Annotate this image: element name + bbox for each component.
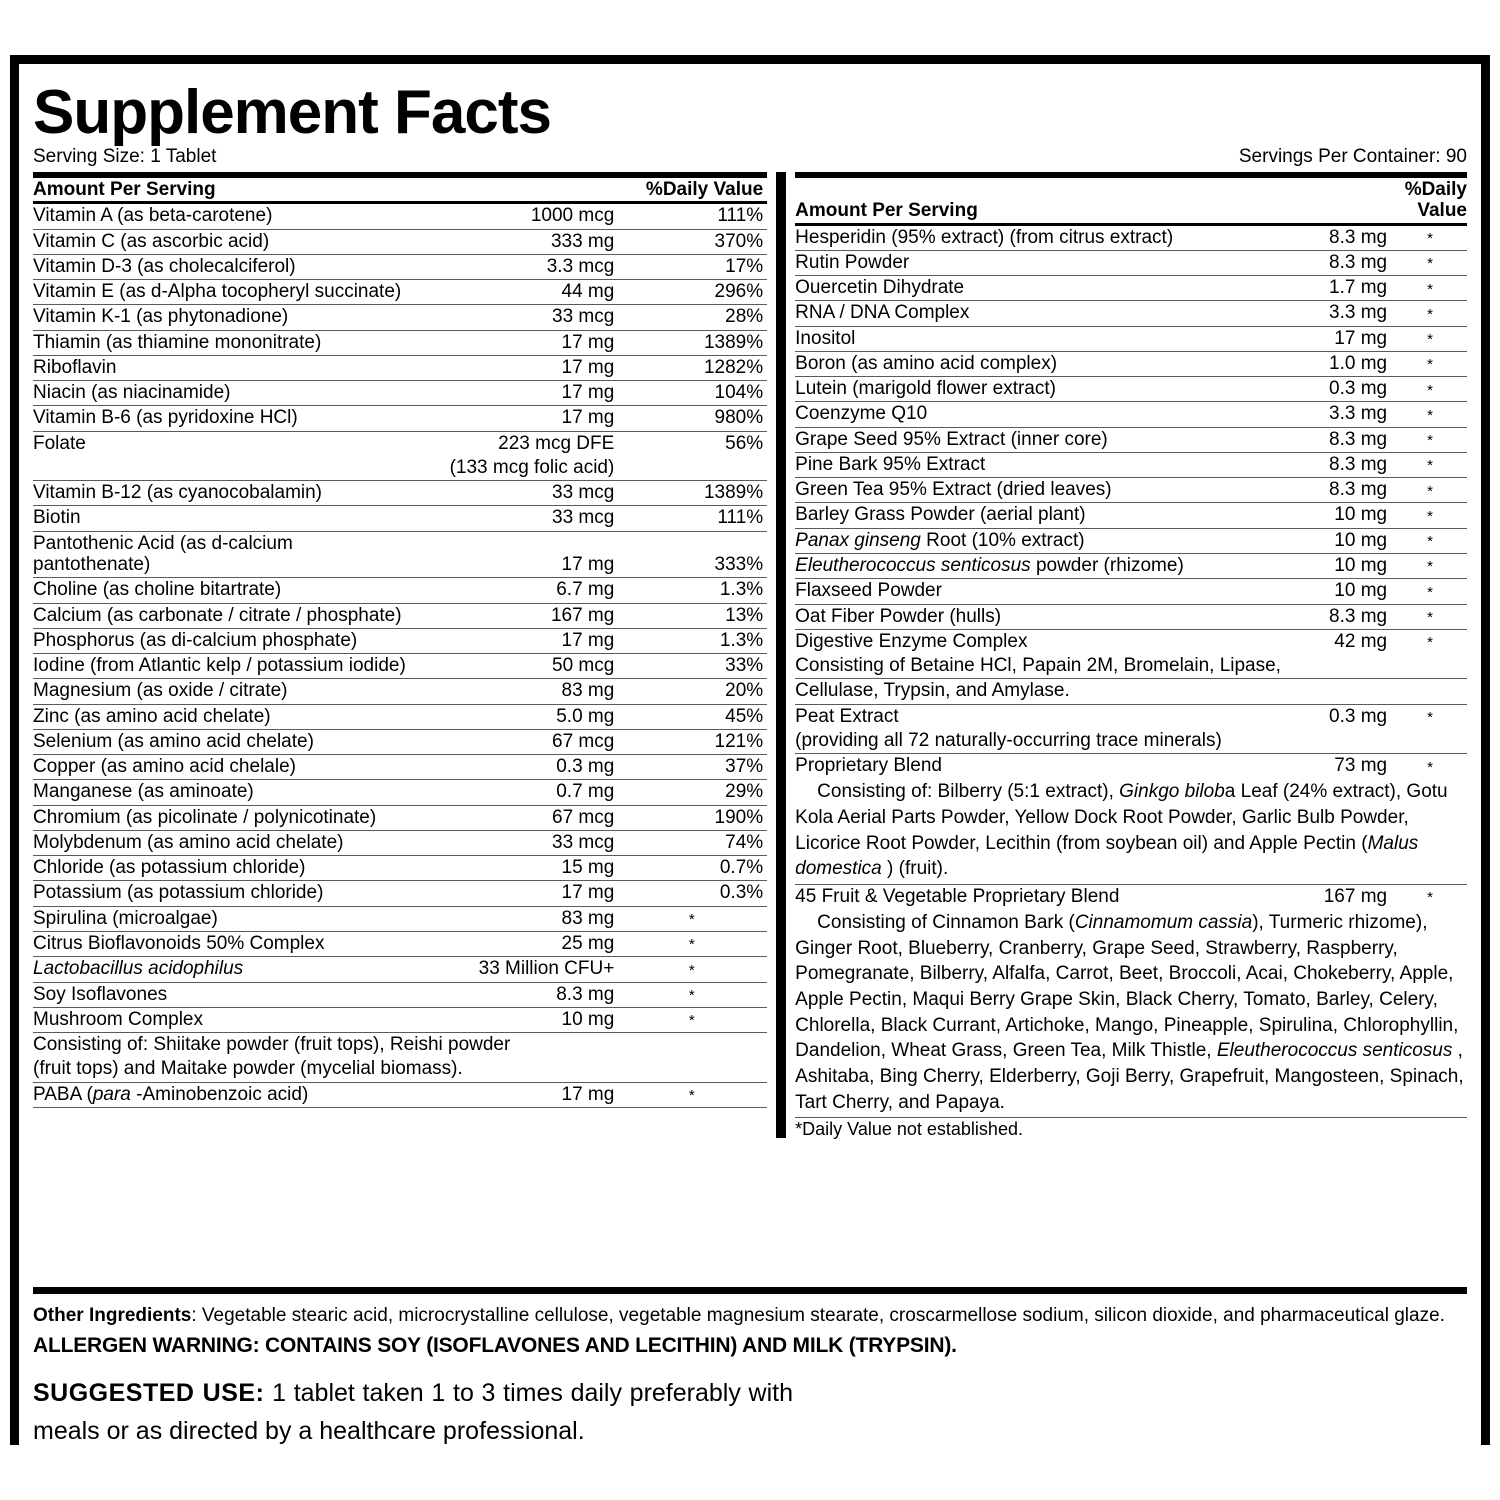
nutrient-name: Iodine (from Atlantic kelp / potassium iodide) bbox=[33, 654, 415, 679]
detail-row bbox=[795, 679, 1467, 704]
table-row bbox=[33, 704, 767, 729]
nutrient-amount: 10 mg bbox=[1218, 553, 1393, 578]
nutrient-daily-value: 1282% bbox=[620, 355, 767, 380]
table-row bbox=[33, 280, 767, 305]
table-row bbox=[795, 478, 1467, 503]
nutrient-name: 45 Fruit & Vegetable Proprietary Blend bbox=[795, 885, 1120, 907]
detail-row bbox=[795, 778, 1467, 884]
table-row bbox=[33, 305, 767, 330]
nutrient-amount: 33 mcg bbox=[415, 481, 621, 506]
nutrient-amount: 8.3 mg bbox=[1218, 250, 1393, 275]
nutrient-daily-value: 1389% bbox=[620, 330, 767, 355]
table-row bbox=[795, 528, 1467, 553]
nutrient-amount: 10 mg bbox=[1218, 528, 1393, 553]
nutrient-amount: 73 mg bbox=[1334, 755, 1388, 777]
nutrient-name: Zinc (as amino acid chelate) bbox=[33, 704, 415, 729]
nutrient-daily-value: * bbox=[1393, 528, 1467, 553]
nutrient-daily-value: 1.3% bbox=[620, 628, 767, 653]
nutrient-amount: 8.3 mg bbox=[1218, 427, 1393, 452]
nutrient-name: Eleutherococcus senticosus powder (rhizome) bbox=[795, 553, 1218, 578]
allergen-warning: ALLERGEN WARNING: CONTAINS SOY (ISOFLAVONES AND LECITHIN) AND MILK (TRYPSIN). bbox=[33, 1333, 957, 1357]
nutrient-name: Soy Isoflavones bbox=[33, 982, 415, 1007]
nutrient-daily-value: 29% bbox=[620, 780, 767, 805]
table-row bbox=[33, 229, 767, 254]
nutrient-amount: 44 mg bbox=[415, 280, 621, 305]
nutrient-amount: 3.3 mcg bbox=[415, 254, 621, 279]
nutrient-amount: 17 mg bbox=[415, 531, 621, 578]
nutrient-amount: 5.0 mg bbox=[415, 704, 621, 729]
nutrient-amount: 333 mg bbox=[415, 229, 621, 254]
nutrient-name: Molybdenum (as amino acid chelate) bbox=[33, 830, 415, 855]
nutrient-amount-line2: (133 mcg folic acid) bbox=[415, 456, 621, 481]
nutrient-name: Rutin Powder bbox=[795, 250, 1218, 275]
other-ingredients-text: : Vegetable stearic acid, microcrystalline cellulose, vegetable magnesium stearate, croscarmellose sodium, silicon dioxide, and pharmaceutical glaze. bbox=[191, 1305, 1445, 1327]
nutrient-amount: 33 Million CFU+ bbox=[415, 957, 621, 982]
nutrient-name: Thiamin (as thiamine mononitrate) bbox=[33, 330, 415, 355]
nutrient-daily-value: * bbox=[620, 957, 767, 982]
table-row bbox=[33, 406, 767, 431]
detail-row bbox=[795, 729, 1467, 754]
nutrient-amount: 167 mg bbox=[1323, 885, 1388, 907]
supplement-facts-panel bbox=[10, 55, 1490, 1445]
column-divider bbox=[776, 172, 786, 1138]
nutrient-name: Vitamin K-1 (as phytonadione) bbox=[33, 305, 415, 330]
nutrient-daily-value: * bbox=[1393, 250, 1467, 275]
table-row bbox=[33, 654, 767, 679]
other-ingredients-label: Other Ingredients bbox=[33, 1305, 192, 1327]
nutrient-amount: 17 mg bbox=[415, 1082, 621, 1107]
nutrient-amount: 8.3 mg bbox=[1218, 478, 1393, 503]
table-row bbox=[795, 604, 1467, 629]
nutrient-amount: 0.3 mg bbox=[1329, 705, 1388, 727]
nutrient-name: Magnesium (as oxide / citrate) bbox=[33, 679, 415, 704]
nutrient-amount: 1.0 mg bbox=[1218, 351, 1393, 376]
table-row bbox=[33, 729, 767, 754]
nutrient-name: Vitamin C (as ascorbic acid) bbox=[33, 229, 415, 254]
table-row bbox=[33, 982, 767, 1007]
detail-line: Consisting of Betaine HCl, Papain 2M, Bromelain, Lipase, bbox=[795, 654, 1467, 679]
nutrient-daily-value: * bbox=[1393, 351, 1467, 376]
nutrient-daily-value: * bbox=[1393, 326, 1467, 351]
nutrient-daily-value: 980% bbox=[620, 406, 767, 431]
nutrient-amount: 8.3 mg bbox=[415, 982, 621, 1007]
nutrient-amount: 8.3 mg bbox=[1218, 224, 1393, 250]
nutrient-name: Hesperidin (95% extract) (from citrus extract) bbox=[795, 224, 1218, 250]
table-row bbox=[795, 629, 1467, 654]
nutrient-name: Choline (as choline bitartrate) bbox=[33, 578, 415, 603]
table-row bbox=[795, 326, 1467, 351]
nutrient-daily-value: 370% bbox=[620, 229, 767, 254]
nutrient-daily-value: * bbox=[620, 1007, 767, 1032]
nutrient-name: Lutein (marigold flower extract) bbox=[795, 377, 1218, 402]
nutrient-name: Copper (as amino acid chelale) bbox=[33, 755, 415, 780]
nutrient-amount: 167 mg bbox=[415, 603, 621, 628]
header-daily-value: %Daily Value bbox=[1393, 178, 1467, 224]
table-row bbox=[33, 254, 767, 279]
nutrient-amount: 0.3 mg bbox=[415, 755, 621, 780]
nutrient-amount: 17 mg bbox=[415, 355, 621, 380]
nutrient-daily-value: * bbox=[1427, 758, 1433, 776]
serving-info-row bbox=[33, 146, 1467, 172]
nutrient-name: Coenzyme Q10 bbox=[795, 402, 1218, 427]
nutrient-daily-value: * bbox=[1393, 377, 1467, 402]
nutrient-name: Grape Seed 95% Extract (inner core) bbox=[795, 427, 1218, 452]
nutrient-daily-value: 0.7% bbox=[620, 856, 767, 881]
nutrient-amount: 1.7 mg bbox=[1218, 276, 1393, 301]
nutrient-name: Spirulina (microalgae) bbox=[33, 906, 415, 931]
nutrient-daily-value: 56% bbox=[725, 432, 764, 454]
nutrient-amount: 25 mg bbox=[415, 931, 621, 956]
nutrient-daily-value: * bbox=[620, 906, 767, 931]
nutrient-amount: 33 mcg bbox=[415, 305, 621, 330]
nutrient-name: Green Tea 95% Extract (dried leaves) bbox=[795, 478, 1218, 503]
nutrient-daily-value: 121% bbox=[620, 729, 767, 754]
mushroom-detail-line: (fruit tops) and Maitake powder (mycelial biomass). bbox=[33, 1057, 767, 1082]
nutrient-daily-value: * bbox=[1393, 478, 1467, 503]
nutrient-amount: 17 mg bbox=[415, 406, 621, 431]
nutrient-daily-value: * bbox=[620, 1082, 767, 1107]
nutrient-amount: 6.7 mg bbox=[415, 578, 621, 603]
table-header-row-right bbox=[795, 178, 1467, 224]
nutrient-amount: 8.3 mg bbox=[1218, 452, 1393, 477]
nutrient-daily-value: 111% bbox=[620, 203, 767, 229]
nutrient-amount: 0.3 mg bbox=[1218, 377, 1393, 402]
nutrient-name: Manganese (as aminoate) bbox=[33, 780, 415, 805]
nutrient-daily-value: 74% bbox=[620, 830, 767, 855]
nutrient-daily-value: * bbox=[1393, 579, 1467, 604]
nutrient-daily-value: * bbox=[1393, 276, 1467, 301]
nutrient-daily-value: * bbox=[1393, 553, 1467, 578]
table-row bbox=[33, 780, 767, 805]
nutrient-columns bbox=[33, 172, 1467, 1138]
table-row bbox=[33, 805, 767, 830]
table-row bbox=[33, 481, 767, 506]
nutrient-name: Flaxseed Powder bbox=[795, 579, 1218, 604]
mushroom-detail-line: Consisting of: Shiitake powder (fruit tops), Reishi powder bbox=[33, 1034, 511, 1056]
nutrient-amount: 17 mg bbox=[415, 628, 621, 653]
nutrient-amount: 33 mcg bbox=[415, 506, 621, 531]
nutrient-amount: 42 mg bbox=[1334, 630, 1388, 652]
nutrient-daily-value: 13% bbox=[620, 603, 767, 628]
header-amount-per-serving: Amount Per Serving bbox=[795, 178, 1218, 224]
nutrient-daily-value: 33% bbox=[620, 654, 767, 679]
nutrient-amount: 83 mg bbox=[415, 679, 621, 704]
table-row bbox=[795, 704, 1467, 729]
nutrient-table-left bbox=[33, 178, 767, 1108]
nutrient-amount: 15 mg bbox=[415, 856, 621, 881]
nutrient-name: Pantothenic Acid (as d-calcium pantothenate) bbox=[33, 531, 415, 578]
nutrient-name: Calcium (as carbonate / citrate / phosphate) bbox=[33, 603, 415, 628]
nutrient-name: Pine Bark 95% Extract bbox=[795, 452, 1218, 477]
nutrient-amount: 17 mg bbox=[415, 330, 621, 355]
nutrient-name: Phosphorus (as di-calcium phosphate) bbox=[33, 628, 415, 653]
nutrient-amount: 67 mcg bbox=[415, 729, 621, 754]
nutrient-daily-value: * bbox=[620, 931, 767, 956]
mushroom-detail-row bbox=[33, 1033, 767, 1058]
table-row bbox=[33, 957, 767, 982]
bottom-info-block bbox=[33, 1287, 1467, 1450]
table-row bbox=[795, 351, 1467, 376]
faint-artifact-text bbox=[1454, 1335, 1459, 1350]
daily-value-footnote: *Daily Value not established. bbox=[795, 1119, 1023, 1140]
table-row bbox=[795, 250, 1467, 275]
table-row bbox=[33, 578, 767, 603]
table-row bbox=[33, 506, 767, 531]
nutrient-name: Riboflavin bbox=[33, 355, 415, 380]
nutrient-amount: 8.3 mg bbox=[1218, 604, 1393, 629]
table-row bbox=[795, 402, 1467, 427]
servings-per-container: Servings Per Container: 90 bbox=[1238, 146, 1467, 167]
table-row bbox=[33, 531, 767, 578]
suggested-use-text: 1 tablet taken 1 to 3 times daily preferably with meals or as directed by a healthcare professional. bbox=[33, 1379, 793, 1445]
detail-paragraph: Consisting of Cinnamon Bark (Cinnamomum cassia), Turmeric rhizome), Ginger Root, Blueberry, Cranberry, Grape Seed, Strawberry, Raspberry, Pomegranate, Bilberry, Alfalfa, Carrot, Beet, Broccoli, Acai, Chokeberry, Apple, Apple Pectin, Maqui Berry Grape Skin, Black Cherry, Tomato, Barley, Celery, Chlorella, Black Currant, Artichoke, Mango, Pineapple, Spirulina, Chlorophyllin, Dandelion, Wheat Grass, Green Tea, Milk Thistle, Eleutherococcus senticosus , Ashitaba, Bing Cherry, Elderberry, Goji Berry, Grapefruit, Mangosteen, Spinach, Tart Cherry, and Papaya. bbox=[795, 909, 1467, 1118]
table-row bbox=[33, 830, 767, 855]
nutrient-daily-value: 28% bbox=[620, 305, 767, 330]
nutrient-name: Vitamin B-12 (as cyanocobalamin) bbox=[33, 481, 415, 506]
nutrient-name: Barley Grass Powder (aerial plant) bbox=[795, 503, 1218, 528]
nutrient-name: Chromium (as picolinate / polynicotinate) bbox=[33, 805, 415, 830]
nutrient-daily-value: * bbox=[1393, 224, 1467, 250]
table-row bbox=[795, 553, 1467, 578]
table-row bbox=[33, 330, 767, 355]
nutrient-name: Potassium (as potassium chloride) bbox=[33, 881, 415, 906]
nutrient-name: Peat Extract bbox=[795, 705, 899, 727]
nutrient-daily-value: * bbox=[1393, 604, 1467, 629]
table-row bbox=[795, 452, 1467, 477]
table-row bbox=[33, 755, 767, 780]
table-row bbox=[795, 427, 1467, 452]
nutrient-daily-value: 45% bbox=[620, 704, 767, 729]
mushroom-detail-row bbox=[33, 1057, 767, 1082]
nutrient-daily-value: 111% bbox=[620, 506, 767, 531]
nutrient-daily-value: 104% bbox=[620, 381, 767, 406]
nutrient-name: Folate bbox=[33, 432, 86, 454]
nutrient-daily-value: 37% bbox=[620, 755, 767, 780]
table-row bbox=[795, 224, 1467, 250]
nutrient-daily-value: 0.3% bbox=[620, 881, 767, 906]
nutrient-name: Inositol bbox=[795, 326, 1218, 351]
nutrient-daily-value: 333% bbox=[620, 531, 767, 578]
nutrient-name: PABA (para -Aminobenzoic acid) bbox=[33, 1082, 415, 1107]
nutrient-daily-value: 20% bbox=[620, 679, 767, 704]
nutrient-amount: 50 mcg bbox=[415, 654, 621, 679]
table-row bbox=[795, 377, 1467, 402]
table-row-continuation bbox=[33, 456, 767, 481]
nutrient-daily-value: 1.3% bbox=[620, 578, 767, 603]
nutrient-name: Vitamin D-3 (as cholecalciferol) bbox=[33, 254, 415, 279]
detail-paragraph: Consisting of: Bilberry (5:1 extract), Ginkgo biloba Leaf (24% extract), Gotu Kola Aerial Parts Powder, Yellow Dock Root Powder, Garlic Bulb Powder, Licorice Root Powder, Lecithin (from soybean oil) and Apple Pectin (Malus domestica ) (fruit). bbox=[795, 778, 1467, 884]
nutrient-daily-value: 296% bbox=[620, 280, 767, 305]
nutrient-amount: 17 mg bbox=[1218, 326, 1393, 351]
nutrient-name: Lactobacillus acidophilus bbox=[33, 957, 415, 982]
table-row bbox=[795, 579, 1467, 604]
table-row bbox=[795, 276, 1467, 301]
nutrient-amount: 0.7 mg bbox=[415, 780, 621, 805]
nutrient-column-right bbox=[795, 172, 1467, 1138]
header-daily-value: %Daily Value bbox=[620, 178, 767, 203]
nutrient-daily-value: * bbox=[1393, 301, 1467, 326]
detail-line: Cellulase, Trypsin, and Amylase. bbox=[795, 679, 1467, 704]
nutrient-daily-value: * bbox=[620, 982, 767, 1007]
header-amount-per-serving: Amount Per Serving bbox=[33, 178, 415, 203]
nutrient-daily-value: 1389% bbox=[620, 481, 767, 506]
nutrient-name: Selenium (as amino acid chelate) bbox=[33, 729, 415, 754]
table-row bbox=[33, 679, 767, 704]
detail-row bbox=[795, 654, 1467, 679]
nutrient-name: Chloride (as potassium chloride) bbox=[33, 856, 415, 881]
nutrient-daily-value: * bbox=[1393, 402, 1467, 427]
nutrient-name: Vitamin A (as beta-carotene) bbox=[33, 203, 415, 229]
nutrient-daily-value: * bbox=[1427, 634, 1433, 652]
nutrient-amount: 17 mg bbox=[415, 381, 621, 406]
nutrient-name: Digestive Enzyme Complex bbox=[795, 630, 1028, 652]
detail-row bbox=[795, 909, 1467, 1118]
nutrient-amount: 10 mg bbox=[1218, 503, 1393, 528]
nutrient-name: Mushroom Complex bbox=[33, 1007, 415, 1032]
table-row bbox=[33, 603, 767, 628]
nutrient-daily-value: * bbox=[1393, 503, 1467, 528]
table-row bbox=[795, 301, 1467, 326]
nutrient-amount: 10 mg bbox=[415, 1007, 621, 1032]
nutrient-amount: 223 mcg DFE bbox=[498, 432, 615, 454]
nutrient-column-left bbox=[33, 172, 767, 1138]
nutrient-name: Citrus Bioflavonoids 50% Complex bbox=[33, 931, 415, 956]
nutrient-name: Oat Fiber Powder (hulls) bbox=[795, 604, 1218, 629]
footnote-row bbox=[795, 1118, 1467, 1142]
nutrient-name: Proprietary Blend bbox=[795, 755, 942, 777]
nutrient-daily-value: * bbox=[1393, 427, 1467, 452]
nutrient-name: Vitamin E (as d-Alpha tocopheryl succinate) bbox=[33, 280, 415, 305]
suggested-use-label: SUGGESTED USE: bbox=[33, 1379, 265, 1407]
table-row bbox=[33, 431, 767, 456]
serving-size: Serving Size: 1 Tablet bbox=[33, 146, 217, 167]
bottom-separator bbox=[33, 1287, 1467, 1294]
nutrient-amount: 67 mcg bbox=[415, 805, 621, 830]
nutrient-name: Boron (as amino acid complex) bbox=[795, 351, 1218, 376]
nutrient-name: Ouercetin Dihydrate bbox=[795, 276, 1218, 301]
table-row bbox=[33, 1007, 767, 1032]
nutrient-name: Niacin (as niacinamide) bbox=[33, 381, 415, 406]
table-row bbox=[33, 906, 767, 931]
nutrient-daily-value: * bbox=[1427, 709, 1433, 727]
table-row bbox=[33, 628, 767, 653]
nutrient-amount: 10 mg bbox=[1218, 579, 1393, 604]
nutrient-amount: 3.3 mg bbox=[1218, 402, 1393, 427]
nutrient-daily-value: * bbox=[1427, 889, 1433, 907]
suggested-use bbox=[33, 1375, 793, 1450]
nutrient-amount: 3.3 mg bbox=[1218, 301, 1393, 326]
nutrient-name: RNA / DNA Complex bbox=[795, 301, 1218, 326]
nutrient-amount: 17 mg bbox=[415, 881, 621, 906]
table-row bbox=[795, 503, 1467, 528]
table-row bbox=[795, 884, 1467, 909]
nutrient-name: Vitamin B-6 (as pyridoxine HCl) bbox=[33, 406, 415, 431]
nutrient-daily-value: 190% bbox=[620, 805, 767, 830]
nutrient-amount: 1000 mcg bbox=[415, 203, 621, 229]
nutrient-amount: 33 mcg bbox=[415, 830, 621, 855]
table-row bbox=[33, 355, 767, 380]
table-row bbox=[33, 856, 767, 881]
table-row bbox=[33, 381, 767, 406]
detail-line: (providing all 72 naturally-occurring trace minerals) bbox=[795, 729, 1467, 754]
nutrient-name: Panax ginseng Root (10% extract) bbox=[795, 528, 1218, 553]
table-row bbox=[795, 754, 1467, 779]
table-row bbox=[33, 1082, 767, 1107]
table-header-row-left bbox=[33, 178, 767, 203]
nutrient-daily-value: * bbox=[1393, 452, 1467, 477]
table-row bbox=[33, 881, 767, 906]
other-ingredients bbox=[33, 1303, 1467, 1328]
table-row bbox=[33, 203, 767, 229]
page-title: Supplement Facts bbox=[33, 78, 551, 147]
table-row bbox=[33, 931, 767, 956]
nutrient-table-right bbox=[795, 178, 1467, 1141]
nutrient-amount: 83 mg bbox=[415, 906, 621, 931]
nutrient-name: Biotin bbox=[33, 506, 415, 531]
nutrient-daily-value: 17% bbox=[620, 254, 767, 279]
